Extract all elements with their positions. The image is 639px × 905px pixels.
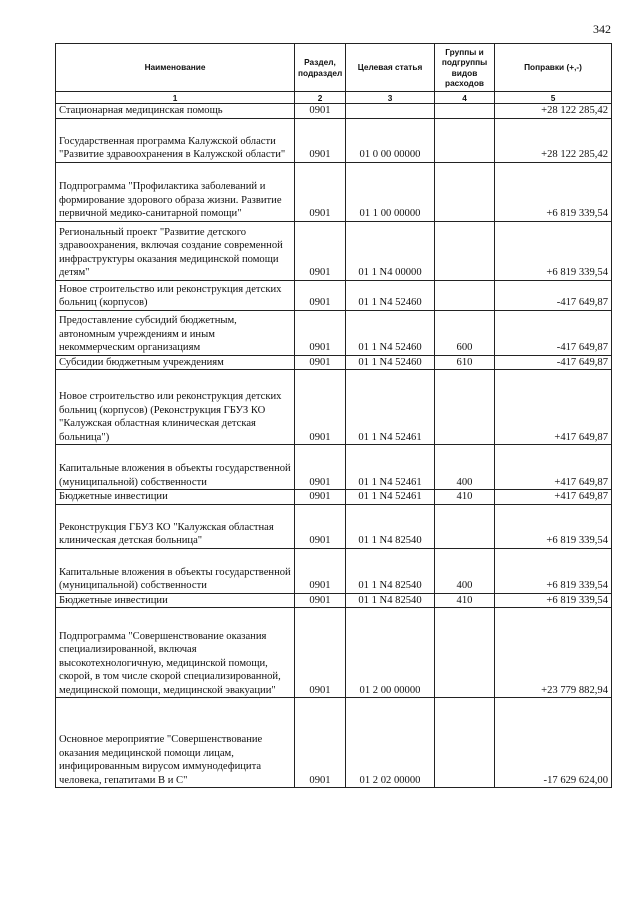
row-section: 0901	[295, 548, 346, 593]
row-group	[435, 104, 495, 119]
row-amount: +6 819 339,54	[495, 548, 612, 593]
table-row	[56, 698, 612, 788]
row-amount: +6 819 339,54	[495, 221, 612, 280]
row-target: 01 1 N4 52461	[346, 490, 435, 505]
column-number: 4	[435, 92, 495, 104]
table-row	[56, 504, 612, 548]
row-target: 01 1 00 00000	[346, 162, 435, 221]
row-amount: +28 122 285,42	[495, 104, 612, 119]
row-amount: +6 819 339,54	[495, 162, 612, 221]
row-name: Региональный проект "Развитие детского здравоохранения, включая создание современной инфраструктуры оказания медицинской помощи детям"	[56, 221, 295, 280]
row-amount: +28 122 285,42	[495, 118, 612, 162]
row-group	[435, 221, 495, 280]
row-target: 01 1 N4 82540	[346, 548, 435, 593]
header-target: Целевая статья	[346, 44, 435, 92]
row-target: 01 0 00 00000	[346, 118, 435, 162]
row-amount: -417 649,87	[495, 280, 612, 310]
row-target	[346, 104, 435, 119]
row-name: Бюджетные инвестиции	[56, 490, 295, 505]
row-target: 01 1 N4 52460	[346, 355, 435, 370]
row-target: 01 2 00 00000	[346, 608, 435, 698]
table-row	[56, 310, 612, 355]
row-section: 0901	[295, 490, 346, 505]
row-amount: +417 649,87	[495, 445, 612, 490]
table-row	[56, 370, 612, 445]
row-name: Предоставление субсидий бюджетным, автономным учреждениям и иным некоммерческим организациям	[56, 310, 295, 355]
row-amount: +417 649,87	[495, 370, 612, 445]
row-section: 0901	[295, 355, 346, 370]
row-target: 01 2 02 00000	[346, 698, 435, 788]
row-name: Подпрограмма "Профилактика заболеваний и формирование здорового образа жизни. Развитие первичной медико-санитарной помощи"	[56, 162, 295, 221]
row-group: 410	[435, 490, 495, 505]
row-name: Новое строительство или реконструкция детских больниц (корпусов) (Реконструкция ГБУЗ КО "Калужская областная клиническая детская больница")	[56, 370, 295, 445]
table-header-row	[56, 44, 612, 92]
header-section: Раздел, подраздел	[295, 44, 346, 92]
budget-table	[55, 43, 612, 788]
row-name: Капитальные вложения в объекты государственной (муниципальной) собственности	[56, 445, 295, 490]
row-section: 0901	[295, 504, 346, 548]
column-number: 3	[346, 92, 435, 104]
row-group: 410	[435, 593, 495, 608]
table-row	[56, 221, 612, 280]
row-name: Основное мероприятие "Совершенствование оказания медицинской помощи лицам, инфицированным вирусом иммунодефицита человека, гепатитами B и C"	[56, 698, 295, 788]
header-group: Группы и подгруппы видов расходов	[435, 44, 495, 92]
column-number-row	[56, 92, 612, 104]
row-section: 0901	[295, 698, 346, 788]
row-section: 0901	[295, 310, 346, 355]
row-target: 01 1 N4 00000	[346, 221, 435, 280]
row-section: 0901	[295, 608, 346, 698]
row-section: 0901	[295, 162, 346, 221]
row-group	[435, 280, 495, 310]
row-section: 0901	[295, 221, 346, 280]
row-section: 0901	[295, 445, 346, 490]
row-group	[435, 118, 495, 162]
row-group: 400	[435, 548, 495, 593]
row-target: 01 1 N4 82540	[346, 504, 435, 548]
row-target: 01 1 N4 52460	[346, 280, 435, 310]
row-section: 0901	[295, 280, 346, 310]
row-name: Новое строительство или реконструкция детских больниц (корпусов)	[56, 280, 295, 310]
row-amount: +23 779 882,94	[495, 608, 612, 698]
header-amount: Поправки (+,-)	[495, 44, 612, 92]
row-group	[435, 162, 495, 221]
table-row	[56, 445, 612, 490]
row-name: Капитальные вложения в объекты государственной (муниципальной) собственности	[56, 548, 295, 593]
table-row	[56, 118, 612, 162]
table-row	[56, 162, 612, 221]
table-row	[56, 355, 612, 370]
row-name: Бюджетные инвестиции	[56, 593, 295, 608]
column-number: 1	[56, 92, 295, 104]
row-target: 01 1 N4 52461	[346, 370, 435, 445]
table-row	[56, 104, 612, 119]
row-name: Стационарная медицинская помощь	[56, 104, 295, 119]
row-group	[435, 370, 495, 445]
row-amount: +6 819 339,54	[495, 504, 612, 548]
row-amount: -417 649,87	[495, 355, 612, 370]
row-target: 01 1 N4 52460	[346, 310, 435, 355]
row-group	[435, 504, 495, 548]
row-group	[435, 698, 495, 788]
row-section: 0901	[295, 593, 346, 608]
column-number: 5	[495, 92, 612, 104]
row-name: Подпрограмма "Совершенствование оказания специализированной, включая высокотехнологичную, медицинской помощи, скорой, в том числе скорой специализированной, медицинской помощи, медицинской эвакуации"	[56, 608, 295, 698]
row-amount: -417 649,87	[495, 310, 612, 355]
row-name: Субсидии бюджетным учреждениям	[56, 355, 295, 370]
row-target: 01 1 N4 52461	[346, 445, 435, 490]
row-section: 0901	[295, 104, 346, 119]
row-group	[435, 608, 495, 698]
row-name: Реконструкция ГБУЗ КО "Калужская областная клиническая детская больница"	[56, 504, 295, 548]
header-name: Наименование	[56, 44, 295, 92]
table-row	[56, 593, 612, 608]
row-amount: +6 819 339,54	[495, 593, 612, 608]
table-row	[56, 280, 612, 310]
row-target: 01 1 N4 82540	[346, 593, 435, 608]
column-number: 2	[295, 92, 346, 104]
row-section: 0901	[295, 118, 346, 162]
row-amount: +417 649,87	[495, 490, 612, 505]
row-name: Государственная программа Калужской области "Развитие здравоохранения в Калужской области"	[56, 118, 295, 162]
row-amount: -17 629 624,00	[495, 698, 612, 788]
table-row	[56, 548, 612, 593]
page-number: 342	[593, 22, 611, 36]
table-row	[56, 490, 612, 505]
row-group: 610	[435, 355, 495, 370]
row-group: 400	[435, 445, 495, 490]
table-row	[56, 608, 612, 698]
row-group: 600	[435, 310, 495, 355]
row-section: 0901	[295, 370, 346, 445]
